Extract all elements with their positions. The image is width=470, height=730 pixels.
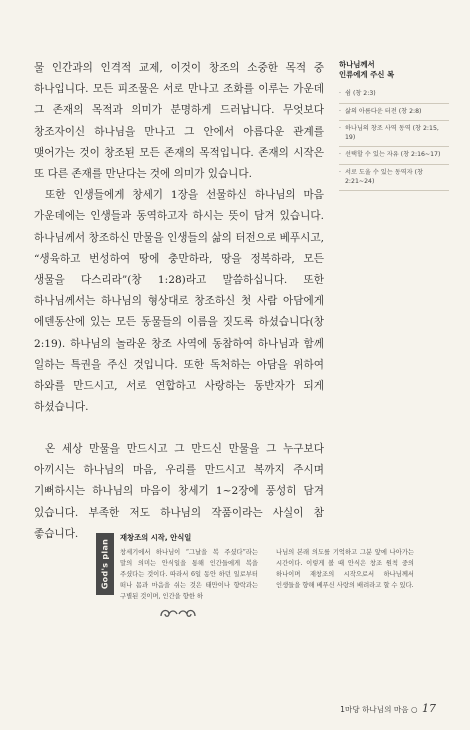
sidebar-list-item: · 하나님의 창조 사역 동역 (창 2:15, 19) bbox=[339, 121, 449, 147]
main-text-column bbox=[34, 58, 324, 418]
gods-plan-text-right: 나님의 본래 의도를 기억하고 그분 앞에 나아가는 시간이다. 이렇게 볼 때 안식은 창조 원칙 중의 하나이며 재창조의 시작으로서 하나님께서 인생들을 향해 베푸신 사랑의 배려라고 할 수 있다. bbox=[276, 549, 414, 589]
page-footer bbox=[340, 702, 436, 715]
sidebar-list bbox=[339, 86, 449, 191]
sidebar-title-line1: 하나님께서 bbox=[339, 60, 375, 69]
sidebar-list-item: · 선택할 수 있는 자유 (창 2:16~17) bbox=[339, 147, 449, 165]
closing-text-column bbox=[34, 439, 324, 545]
sidebar-list-item: · 서로 도울 수 있는 동역자 (창 2:21~24) bbox=[339, 165, 449, 191]
page-number: 17 bbox=[422, 702, 436, 715]
sidebar-list-item: · 쉼 (창 2:3) bbox=[339, 86, 449, 104]
sidebar-blessings bbox=[339, 60, 449, 191]
gods-plan-text-left: 창세기에서 하나님이 “그날을 복 주셨다”라는 말의 의미는 안식일을 통해 인간들에게 복을 주셨다는 것이다. 따라서 6일 동안 하던 일로부터 떠나 몸과 마음을 쉬는 것은 태만이나 향락과는 구별된 것이며, 인간을 향한 하 bbox=[120, 549, 258, 600]
gods-plan-tab bbox=[96, 533, 114, 595]
footer-separator-icon: ○ bbox=[410, 705, 418, 714]
sidebar-list-item: · 삶의 아름다운 터전 (창 2:8) bbox=[339, 104, 449, 122]
gods-plan-box bbox=[96, 533, 418, 611]
body-paragraph: 또한 인생들에게 창세기 1장을 선물하신 하나님의 마음 가운데에는 인생들과 동역하고자 하시는 뜻이 담겨 있습니다. 하나님께서 창조하신 만물을 인생들의 삶의 터전으로 베푸시고, “생육하고 번성하여 땅에 충만하라, 땅을 정복하라, 모든 생물을 다스리라”(창 1:28)라고 말씀하십니다. 또한 하나님께서는 하나님의 형상대로 창조하신 첫 사람 아담에게 에덴동산에 있는 모든 동물들의 이름을 짓도록 하셨습니다(창 2:19). 하나님의 놀라운 창조 사역에 동참하여 하나님과 함께 일하는 특권을 주신 것입니다. 또한 독처하는 아담을 위하여 하와를 만드시고, 서로 연합하고 사랑하는 동반자가 되게 하셨습니다. bbox=[34, 189, 324, 414]
closing-paragraph: 온 세상 만물을 만드시고 그 만드신 만물을 그 누구보다 아끼시는 하나님의 마음, 우리를 만드시고 복까지 주시며 기뻐하시는 하나님의 마음이 창세기 1~2장에 풍성히 담겨 있습니다. 부족한 저도 하나님의 작품이라는 사실이 참 좋습니다. bbox=[34, 443, 324, 540]
footer-label: 1마당 하나님의 마음 bbox=[340, 705, 409, 714]
sidebar-title-line2: 인류에게 주신 복 bbox=[339, 70, 395, 79]
body-paragraph: 물 인간과의 인격적 교제, 이것이 창조의 소중한 목적 중 하나입니다. 모든 피조물은 서로 만나고 조화를 이루는 가운데 그 존재의 목적과 의미가 분명하게 드러납니다. 무엇보다 창조자이신 하나님을 만나고 그 안에서 아름다운 관계를 맺어가는 것이 창조된 모든 존재의 목적입니다. 존재의 시작은 또 다른 존재를 만난다는 것에 의미가 있습니다. bbox=[34, 62, 324, 181]
sidebar-title bbox=[339, 60, 449, 80]
gods-plan-title: 재창조의 시작, 안식일 bbox=[120, 533, 192, 542]
gods-plan-tab-label: God's plan bbox=[100, 538, 110, 590]
ornament-icon bbox=[158, 606, 198, 620]
